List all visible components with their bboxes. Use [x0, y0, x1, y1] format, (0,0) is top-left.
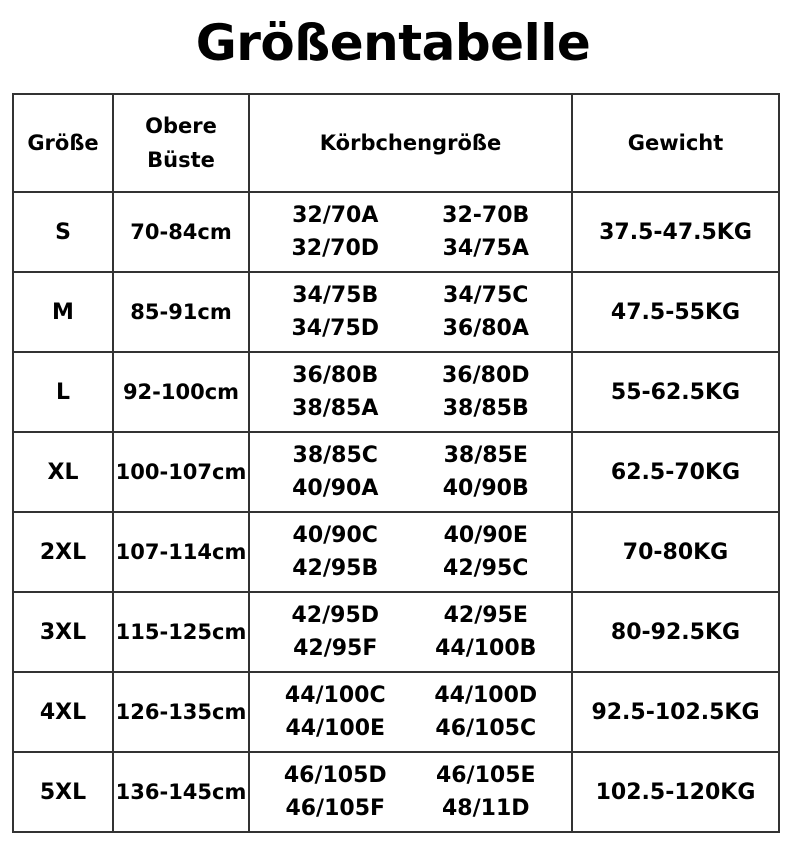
table-row	[13, 592, 779, 672]
cup-size-value: 42/95B	[292, 556, 379, 581]
header-size: Größe	[13, 94, 113, 192]
cup-size-value: 46/105E	[435, 763, 536, 788]
cup-cell	[249, 672, 572, 752]
cup-cell	[249, 592, 572, 672]
table-row	[13, 672, 779, 752]
cup-cell	[249, 432, 572, 512]
weight-cell: 62.5-70KG	[572, 432, 779, 512]
page-title: Größentabelle	[195, 14, 591, 72]
cup-size-value: 42/95F	[293, 636, 378, 661]
cup-size-value: 36/80D	[441, 363, 530, 388]
cup-size-value: 42/95E	[443, 603, 528, 628]
size-cell: XL	[13, 432, 113, 512]
bust-cell: 136-145cm	[113, 752, 249, 832]
size-cell: 2XL	[13, 512, 113, 592]
size-cell: 3XL	[13, 592, 113, 672]
bust-cell: 100-107cm	[113, 432, 249, 512]
table-row	[13, 192, 779, 272]
size-cell: 5XL	[13, 752, 113, 832]
cup-size-list	[250, 203, 571, 261]
size-chart-table	[12, 93, 780, 833]
bust-cell: 92-100cm	[113, 352, 249, 432]
cup-cell	[249, 192, 572, 272]
cup-size-value: 44/100C	[284, 683, 386, 708]
bust-cell: 70-84cm	[113, 192, 249, 272]
cup-size-value: 32-70B	[442, 203, 530, 228]
cup-size-list	[250, 523, 571, 581]
cup-size-value: 38/85E	[443, 443, 528, 468]
cup-size-value: 32/70A	[292, 203, 379, 228]
cup-size-list	[250, 443, 571, 501]
cup-size-value: 40/90E	[443, 523, 528, 548]
cup-size-list	[250, 603, 571, 661]
cup-size-value: 42/95D	[291, 603, 380, 628]
header-bust-line2: Büste	[147, 148, 215, 172]
bust-cell: 126-135cm	[113, 672, 249, 752]
weight-cell: 70-80KG	[572, 512, 779, 592]
size-cell: S	[13, 192, 113, 272]
cup-size-value: 38/85A	[292, 396, 379, 421]
cup-size-value: 44/100E	[285, 716, 386, 741]
table-row	[13, 432, 779, 512]
cup-size-value: 34/75A	[442, 236, 529, 261]
size-cell: L	[13, 352, 113, 432]
cup-cell	[249, 352, 572, 432]
cup-cell	[249, 512, 572, 592]
bust-cell: 107-114cm	[113, 512, 249, 592]
cup-size-value: 34/75B	[292, 283, 379, 308]
bust-cell: 85-91cm	[113, 272, 249, 352]
cup-size-value: 46/105D	[283, 763, 387, 788]
header-weight: Gewicht	[572, 94, 779, 192]
cup-cell	[249, 752, 572, 832]
bust-cell: 115-125cm	[113, 592, 249, 672]
cup-size-list	[250, 283, 571, 341]
table-row	[13, 352, 779, 432]
table-row	[13, 272, 779, 352]
cup-size-value: 34/75C	[443, 283, 529, 308]
cup-size-value: 48/11D	[441, 796, 530, 821]
weight-cell: 37.5-47.5KG	[572, 192, 779, 272]
cup-size-value: 44/100D	[434, 683, 538, 708]
cup-size-value: 46/105F	[285, 796, 386, 821]
cup-size-list	[250, 683, 571, 741]
weight-cell: 102.5-120KG	[572, 752, 779, 832]
header-row	[13, 94, 779, 192]
table-row	[13, 752, 779, 832]
cup-size-value: 44/100B	[435, 636, 537, 661]
size-cell: 4XL	[13, 672, 113, 752]
cup-size-value: 42/95C	[443, 556, 529, 581]
cup-size-value: 32/70D	[291, 236, 380, 261]
cup-size-value: 36/80B	[292, 363, 379, 388]
size-cell: M	[13, 272, 113, 352]
header-bust-line1: Obere	[145, 114, 217, 138]
header-cup: Körbchengröße	[249, 94, 572, 192]
cup-size-value: 38/85C	[292, 443, 378, 468]
cup-size-value: 36/80A	[442, 316, 529, 341]
cup-size-value: 34/75D	[291, 316, 380, 341]
cup-size-value: 40/90A	[292, 476, 379, 501]
table-row	[13, 512, 779, 592]
header-bust	[113, 94, 249, 192]
cup-size-list	[250, 363, 571, 421]
cup-size-list	[250, 763, 571, 821]
cup-size-value: 46/105C	[435, 716, 537, 741]
cup-size-value: 40/90B	[442, 476, 529, 501]
weight-cell: 80-92.5KG	[572, 592, 779, 672]
weight-cell: 47.5-55KG	[572, 272, 779, 352]
weight-cell: 92.5-102.5KG	[572, 672, 779, 752]
cup-size-value: 38/85B	[442, 396, 529, 421]
cup-cell	[249, 272, 572, 352]
cup-size-value: 40/90C	[292, 523, 378, 548]
weight-cell: 55-62.5KG	[572, 352, 779, 432]
